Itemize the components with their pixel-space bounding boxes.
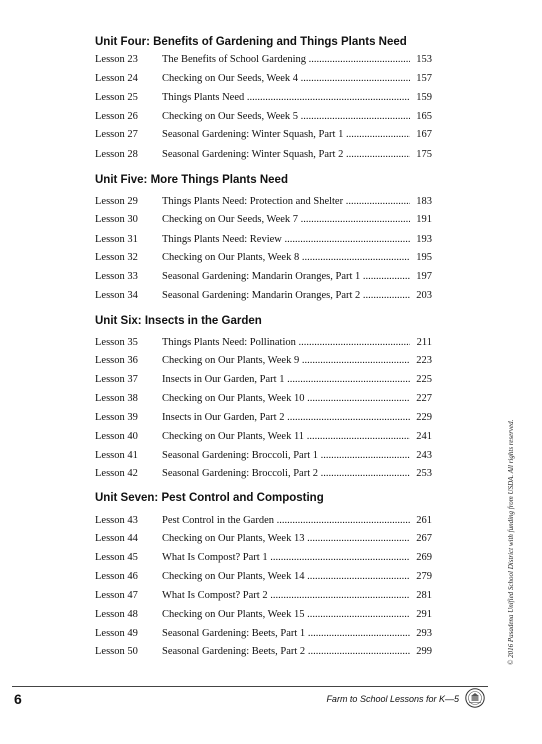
page-number: 6 [14, 691, 22, 707]
toc-row [95, 336, 432, 350]
lesson-page: 167 [410, 128, 432, 142]
lesson-page: 175 [410, 148, 432, 162]
lesson-title: Things Plants Need: Review ..... [162, 233, 410, 247]
unit-title: Unit Five: More Things Plants Need [95, 174, 288, 186]
lesson-number: Lesson 30 [95, 214, 138, 225]
lesson-title: Seasonal Gardening: Beets, Part 2 ..... [162, 645, 410, 659]
toc-row [95, 289, 432, 303]
lesson-number: Lesson 24 [95, 73, 138, 84]
toc-row [95, 195, 432, 209]
lesson-number: Lesson 42 [95, 468, 138, 479]
lesson-page: 211 [410, 336, 432, 350]
lesson-title: Pest Control in the Garden ..... [162, 514, 410, 528]
lesson-number: Lesson 44 [95, 533, 138, 544]
lesson-number: Lesson 47 [95, 590, 138, 601]
lesson-page: 267 [410, 532, 432, 546]
toc-row [95, 467, 432, 481]
toc-row [95, 589, 432, 603]
toc-row [95, 449, 432, 463]
toc-row [95, 392, 432, 406]
lesson-number: Lesson 29 [95, 196, 138, 207]
lesson-title: Checking on Our Plants, Week 8 ..... [162, 251, 410, 265]
lesson-page: 293 [410, 627, 432, 641]
lesson-title: Seasonal Gardening: Broccoli, Part 1 ..... [162, 449, 410, 463]
footer-divider [12, 686, 488, 687]
lesson-page: 261 [410, 514, 432, 528]
toc-row [95, 627, 432, 641]
lesson-number: Lesson 25 [95, 92, 138, 103]
lesson-page: 159 [410, 91, 432, 105]
lesson-title: Things Plants Need ..... [162, 91, 410, 105]
lesson-title: Things Plants Need: Pollination ..... [162, 336, 410, 350]
lesson-number: Lesson 28 [95, 149, 138, 160]
lesson-page: 197 [410, 270, 432, 284]
toc-row [95, 430, 432, 444]
lesson-title: What Is Compost? Part 1 ..... [162, 551, 410, 565]
lesson-title: Seasonal Gardening: Mandarin Oranges, Part 1 ..... [162, 270, 410, 284]
toc-row [95, 411, 432, 425]
lesson-title: Checking on Our Plants, Week 10 ..... [162, 392, 410, 406]
lesson-number: Lesson 23 [95, 54, 138, 65]
lesson-page: 157 [410, 72, 432, 86]
lesson-title: Seasonal Gardening: Mandarin Oranges, Part 2 ..... [162, 289, 410, 303]
lesson-title: Seasonal Gardening: Broccoli, Part 2 ..... [162, 467, 410, 481]
lesson-number: Lesson 50 [95, 646, 138, 657]
lesson-number: Lesson 39 [95, 412, 138, 423]
unit-title: Unit Seven: Pest Control and Composting [95, 492, 324, 504]
lesson-number: Lesson 45 [95, 552, 138, 563]
toc-row [95, 570, 432, 584]
toc-row [95, 213, 432, 227]
lesson-page: 253 [410, 467, 432, 481]
lesson-number: Lesson 26 [95, 111, 138, 122]
toc-row [95, 148, 432, 162]
lesson-page: 153 [410, 53, 432, 67]
lesson-title: Checking on Our Plants, Week 9 ..... [162, 354, 410, 368]
toc-row [95, 608, 432, 622]
lesson-number: Lesson 41 [95, 450, 138, 461]
lesson-page: 195 [410, 251, 432, 265]
lesson-title: The Benefits of School Gardening ..... [162, 53, 410, 67]
lesson-page: 191 [410, 213, 432, 227]
toc-row [95, 72, 432, 86]
lesson-page: 241 [410, 430, 432, 444]
toc-row [95, 110, 432, 124]
lesson-title: Checking on Our Plants, Week 11 ..... [162, 430, 410, 444]
lesson-title: Checking on Our Plants, Week 13 ..... [162, 532, 410, 546]
lesson-title: Seasonal Gardening: Beets, Part 1 ..... [162, 627, 410, 641]
usda-seal-icon [465, 688, 485, 708]
lesson-title: Checking on Our Seeds, Week 7 ..... [162, 213, 410, 227]
lesson-title: Seasonal Gardening: Winter Squash, Part 1 ..... [162, 128, 410, 142]
lesson-title: Checking on Our Plants, Week 15 ..... [162, 608, 410, 622]
lesson-page: 203 [410, 289, 432, 303]
lesson-title: Insects in Our Garden, Part 2 ..... [162, 411, 410, 425]
lesson-page: 227 [410, 392, 432, 406]
lesson-number: Lesson 48 [95, 609, 138, 620]
lesson-number: Lesson 38 [95, 393, 138, 404]
lesson-page: 243 [410, 449, 432, 463]
lesson-title: Seasonal Gardening: Winter Squash, Part 2 ..... [162, 148, 410, 162]
lesson-page: 291 [410, 608, 432, 622]
lesson-page: 223 [410, 354, 432, 368]
lesson-number: Lesson 27 [95, 129, 138, 140]
lesson-page: 183 [410, 195, 432, 209]
toc-row [95, 551, 432, 565]
lesson-number: Lesson 40 [95, 431, 138, 442]
toc-row [95, 251, 432, 265]
footer-title: Farm to School Lessons for K—5 [326, 694, 459, 704]
lesson-number: Lesson 36 [95, 355, 138, 366]
lesson-page: 193 [410, 233, 432, 247]
lesson-page: 299 [410, 645, 432, 659]
unit-title: Unit Six: Insects in the Garden [95, 315, 262, 327]
lesson-title: Checking on Our Seeds, Week 5 ..... [162, 110, 410, 124]
lesson-title: Checking on Our Seeds, Week 4 ..... [162, 72, 410, 86]
toc-row [95, 645, 432, 659]
lesson-page: 279 [410, 570, 432, 584]
lesson-page: 281 [410, 589, 432, 603]
lesson-page: 269 [410, 551, 432, 565]
lesson-number: Lesson 46 [95, 571, 138, 582]
lesson-number: Lesson 32 [95, 252, 138, 263]
lesson-number: Lesson 49 [95, 628, 138, 639]
toc-row [95, 128, 432, 142]
lesson-number: Lesson 43 [95, 515, 138, 526]
lesson-page: 165 [410, 110, 432, 124]
lesson-title: Things Plants Need: Protection and Shelter ..... [162, 195, 410, 209]
lesson-number: Lesson 33 [95, 271, 138, 282]
lesson-number: Lesson 31 [95, 234, 138, 245]
lesson-number: Lesson 37 [95, 374, 138, 385]
lesson-title: Checking on Our Plants, Week 14 ..... [162, 570, 410, 584]
lesson-title: Insects in Our Garden, Part 1 ..... [162, 373, 410, 387]
toc-row [95, 270, 432, 284]
copyright-notice: © 2016 Pasadena Unified School District with funding from USDA. All rights reserved. [507, 419, 515, 665]
toc-row [95, 91, 432, 105]
toc-row [95, 53, 432, 67]
lesson-title: What Is Compost? Part 2 ..... [162, 589, 410, 603]
toc-row [95, 373, 432, 387]
toc-row [95, 354, 432, 368]
toc-row [95, 514, 432, 528]
unit-title: Unit Four: Benefits of Gardening and Things Plants Need [95, 36, 407, 48]
lesson-number: Lesson 34 [95, 290, 138, 301]
lesson-number: Lesson 35 [95, 337, 138, 348]
toc-row [95, 233, 432, 247]
lesson-page: 225 [410, 373, 432, 387]
toc-row [95, 532, 432, 546]
lesson-page: 229 [410, 411, 432, 425]
